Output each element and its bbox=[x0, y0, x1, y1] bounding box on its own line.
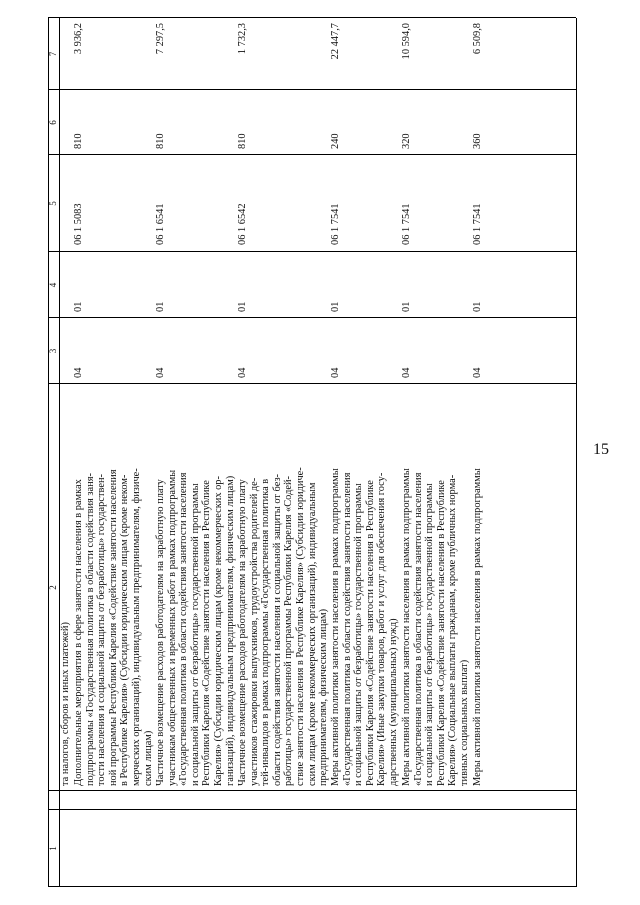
description-line: тости населения и социальной защиты от безработицы» государствен- bbox=[96, 474, 108, 786]
column-divider bbox=[48, 89, 576, 90]
description-line: подпрограммы «Государственная политика в области содействия заня- bbox=[84, 473, 96, 786]
amount: 10 594,0 bbox=[401, 23, 412, 60]
column-header-7: 7 bbox=[48, 51, 58, 57]
description-line: ствие занятости населения в Республике Карелия» (Субсидии юридиче- bbox=[294, 467, 306, 786]
amount: 22 447,7 bbox=[330, 23, 341, 60]
column-header-6: 6 bbox=[48, 120, 58, 125]
description-line: тивных социальных выплат) bbox=[458, 659, 470, 786]
target-article-code: 06 1 6541 bbox=[155, 203, 166, 245]
amount: 3 936,2 bbox=[73, 23, 84, 55]
target-article-code: 06 1 7541 bbox=[472, 203, 483, 245]
column-header-4: 4 bbox=[48, 282, 58, 288]
description-line: тей-инвалидов в рамках подпрограммы «Государственная политика в bbox=[260, 478, 272, 786]
section-code: 04 bbox=[73, 367, 84, 378]
expense-type-code: 240 bbox=[330, 133, 341, 149]
description-line: Дополнительные мероприятия в сфере занятости населения в рамках bbox=[73, 479, 84, 786]
description-line: области содействия занятости населения и социальной защиты от без- bbox=[271, 473, 283, 786]
target-article-code: 06 1 6542 bbox=[237, 203, 248, 245]
budget-table bbox=[48, 18, 576, 887]
description-line: Частичное возмещение расходов работодателям на заработную плату bbox=[237, 479, 248, 786]
amount: 1 732,3 bbox=[237, 23, 248, 55]
description-line: «Государственная политика в области содействия занятости населения bbox=[412, 472, 424, 786]
subsection-code: 01 bbox=[155, 301, 166, 312]
table-border-left bbox=[48, 886, 576, 887]
expense-type-code: 810 bbox=[237, 133, 248, 149]
description-line: Меры активной политики занятости населения в рамках подпрограммы bbox=[330, 468, 341, 786]
column-header-1: 1 bbox=[48, 846, 58, 851]
description-line: Карелия» (Социальные выплаты гражданам, кроме публичных норма- bbox=[447, 474, 459, 786]
description-line: в Республике Карелия» (Субсидии юридическим лицам (кроме неком- bbox=[119, 474, 131, 786]
description-line: ной программы Республики Карелия «Содействие занятости населения bbox=[107, 469, 119, 786]
target-article-code: 06 1 5083 bbox=[73, 203, 84, 245]
description-line: ским лицам (кроме некоммерческих организаций), индивидуальным bbox=[306, 482, 318, 786]
row-description bbox=[155, 389, 236, 786]
section-code: 04 bbox=[401, 367, 412, 378]
target-article-code: 06 1 7541 bbox=[330, 203, 341, 245]
row-description bbox=[237, 389, 330, 786]
description-line: и социальной защиты от безработицы» государственной программы bbox=[424, 483, 436, 786]
column-divider bbox=[48, 383, 576, 384]
column-divider bbox=[48, 154, 576, 155]
description-line: ским лицам) bbox=[142, 730, 154, 786]
column-header-3: 3 bbox=[48, 348, 58, 354]
subsection-code: 01 bbox=[237, 301, 248, 312]
description-line: Меры активной политики занятости населения в рамках подпрограммы bbox=[401, 468, 412, 786]
section-code: 04 bbox=[472, 367, 483, 378]
description-line: Республики Карелия «Содействие занятости населения в Республике bbox=[435, 480, 447, 786]
column-divider bbox=[48, 251, 576, 252]
row-description bbox=[73, 389, 154, 786]
section-code: 04 bbox=[330, 367, 341, 378]
column-header-5: 5 bbox=[48, 201, 58, 206]
expense-type-code: 320 bbox=[401, 133, 412, 149]
table-border-bottom bbox=[576, 18, 577, 887]
page-number: 15 bbox=[593, 441, 609, 458]
description-line: участникам общественных и временных работ в рамках подпрограммы bbox=[166, 469, 178, 786]
description-line: «Государственная политика в области содействия занятости населения bbox=[178, 472, 190, 786]
description-line: участников стажировки выпускников, трудоустройства родителей де- bbox=[248, 477, 260, 786]
description-line: Республики Карелия «Содействие занятости населения в Республике bbox=[364, 480, 376, 786]
expense-type-code: 810 bbox=[155, 133, 166, 149]
description-line: и социальной защиты от безработицы» государственной программы bbox=[189, 483, 201, 786]
row-description bbox=[330, 389, 400, 786]
description-line: мерческих организаций), индивидуальным предпринимателям, физиче- bbox=[130, 468, 142, 786]
description-line: Карелия» (Субсидии юридическим лицам (кроме некоммерческих ор- bbox=[212, 476, 224, 786]
description-line: Меры активной политики занятости населения в рамках подпрограммы bbox=[472, 468, 483, 786]
subsection-code: 01 bbox=[401, 301, 412, 312]
section-code: 04 bbox=[237, 367, 248, 378]
table-border-right bbox=[48, 17, 576, 18]
amount: 7 297,5 bbox=[155, 23, 166, 55]
subsection-code: 01 bbox=[472, 301, 483, 312]
column-header-2: 2 bbox=[48, 585, 58, 590]
row-description bbox=[401, 389, 471, 786]
description-line: Частичное возмещение расходов работодателям на заработную плату bbox=[155, 479, 166, 786]
subsection-code: 01 bbox=[330, 301, 341, 312]
subsection-code: 01 bbox=[73, 301, 84, 312]
description-line: работицы» государственной программы Республики Карелия «Содей- bbox=[283, 476, 295, 786]
description-line: ганизаций), индивидуальным предпринимателям, физическим лицам) bbox=[224, 475, 236, 786]
section-code: 04 bbox=[155, 367, 166, 378]
expense-type-code: 360 bbox=[472, 133, 483, 149]
column-divider bbox=[48, 809, 576, 810]
row-description bbox=[472, 389, 484, 786]
column-divider bbox=[48, 317, 576, 318]
description-line: Республики Карелия «Содействие занятости населения в Республике bbox=[201, 480, 213, 786]
description-line: и социальной защиты от безработицы» государственной программы bbox=[353, 483, 365, 786]
carry-over-text: та налогов, сборов и иных платежей) bbox=[60, 622, 71, 786]
description-line: Карелия» (Иные закупки товаров, работ и услуг для обеспечения госу- bbox=[376, 472, 388, 786]
description-line: «Государственная политика в области содействия занятости населения bbox=[341, 472, 353, 786]
expense-type-code: 810 bbox=[73, 133, 84, 149]
column-divider bbox=[48, 790, 576, 791]
amount: 6 509,8 bbox=[472, 23, 483, 55]
target-article-code: 06 1 7541 bbox=[401, 203, 412, 245]
description-line: предпринимателям, физическим лицам) bbox=[318, 608, 330, 786]
description-line: дарственных (муниципальных) нужд) bbox=[387, 618, 399, 786]
